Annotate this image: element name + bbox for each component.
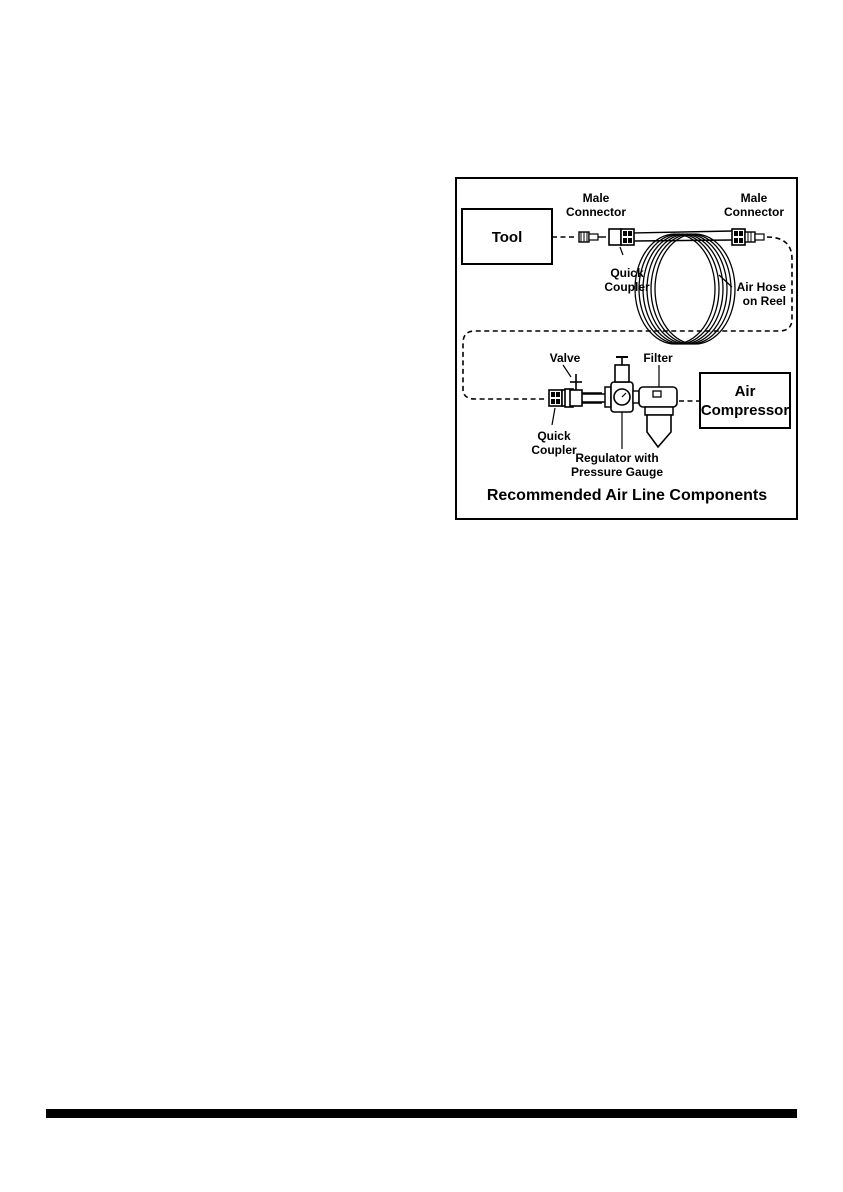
regulator-label-1: Regulator with bbox=[575, 451, 659, 465]
male-connector-left-label-1: Male bbox=[582, 191, 610, 205]
regulator-label-2: Pressure Gauge bbox=[570, 465, 664, 479]
air-compressor-box bbox=[700, 373, 790, 428]
footer-rule bbox=[46, 1109, 797, 1118]
valve-icon bbox=[565, 374, 582, 407]
quick-coupler-bottom-label-1: Quick bbox=[537, 429, 571, 443]
air-compressor-label-2: Compressor bbox=[700, 402, 790, 419]
air-hose-label-1: Air Hose bbox=[736, 280, 786, 294]
regulator-icon bbox=[605, 357, 639, 412]
male-connector-right-label-1: Male bbox=[740, 191, 768, 205]
air-hose-label-2: on Reel bbox=[742, 294, 786, 308]
tool-box bbox=[462, 209, 552, 264]
quick-coupler-top-label-1: Quick bbox=[610, 266, 644, 280]
tool-label: Tool bbox=[491, 229, 523, 246]
male-connector-left-label-2: Connector bbox=[566, 205, 626, 219]
valve-label: Valve bbox=[549, 351, 581, 365]
air-compressor-label-1: Air bbox=[734, 383, 756, 400]
filter-icon bbox=[639, 387, 677, 447]
filter-label: Filter bbox=[643, 351, 673, 365]
quick-coupler-top-label-2: Coupler bbox=[604, 280, 650, 294]
quick-coupler-top bbox=[609, 229, 634, 245]
figure-caption: Recommended Air Line Components bbox=[486, 487, 768, 504]
male-connector-right-label-2: Connector bbox=[724, 205, 784, 219]
air-line-diagram bbox=[457, 179, 796, 518]
male-connector-right bbox=[732, 229, 764, 245]
air-line-components-figure bbox=[455, 177, 798, 520]
male-connector-left bbox=[579, 232, 606, 242]
quick-coupler-bottom-label-2: Coupler bbox=[531, 443, 577, 457]
hose-reel-icon bbox=[635, 234, 735, 344]
regulator-pipe bbox=[582, 394, 605, 402]
